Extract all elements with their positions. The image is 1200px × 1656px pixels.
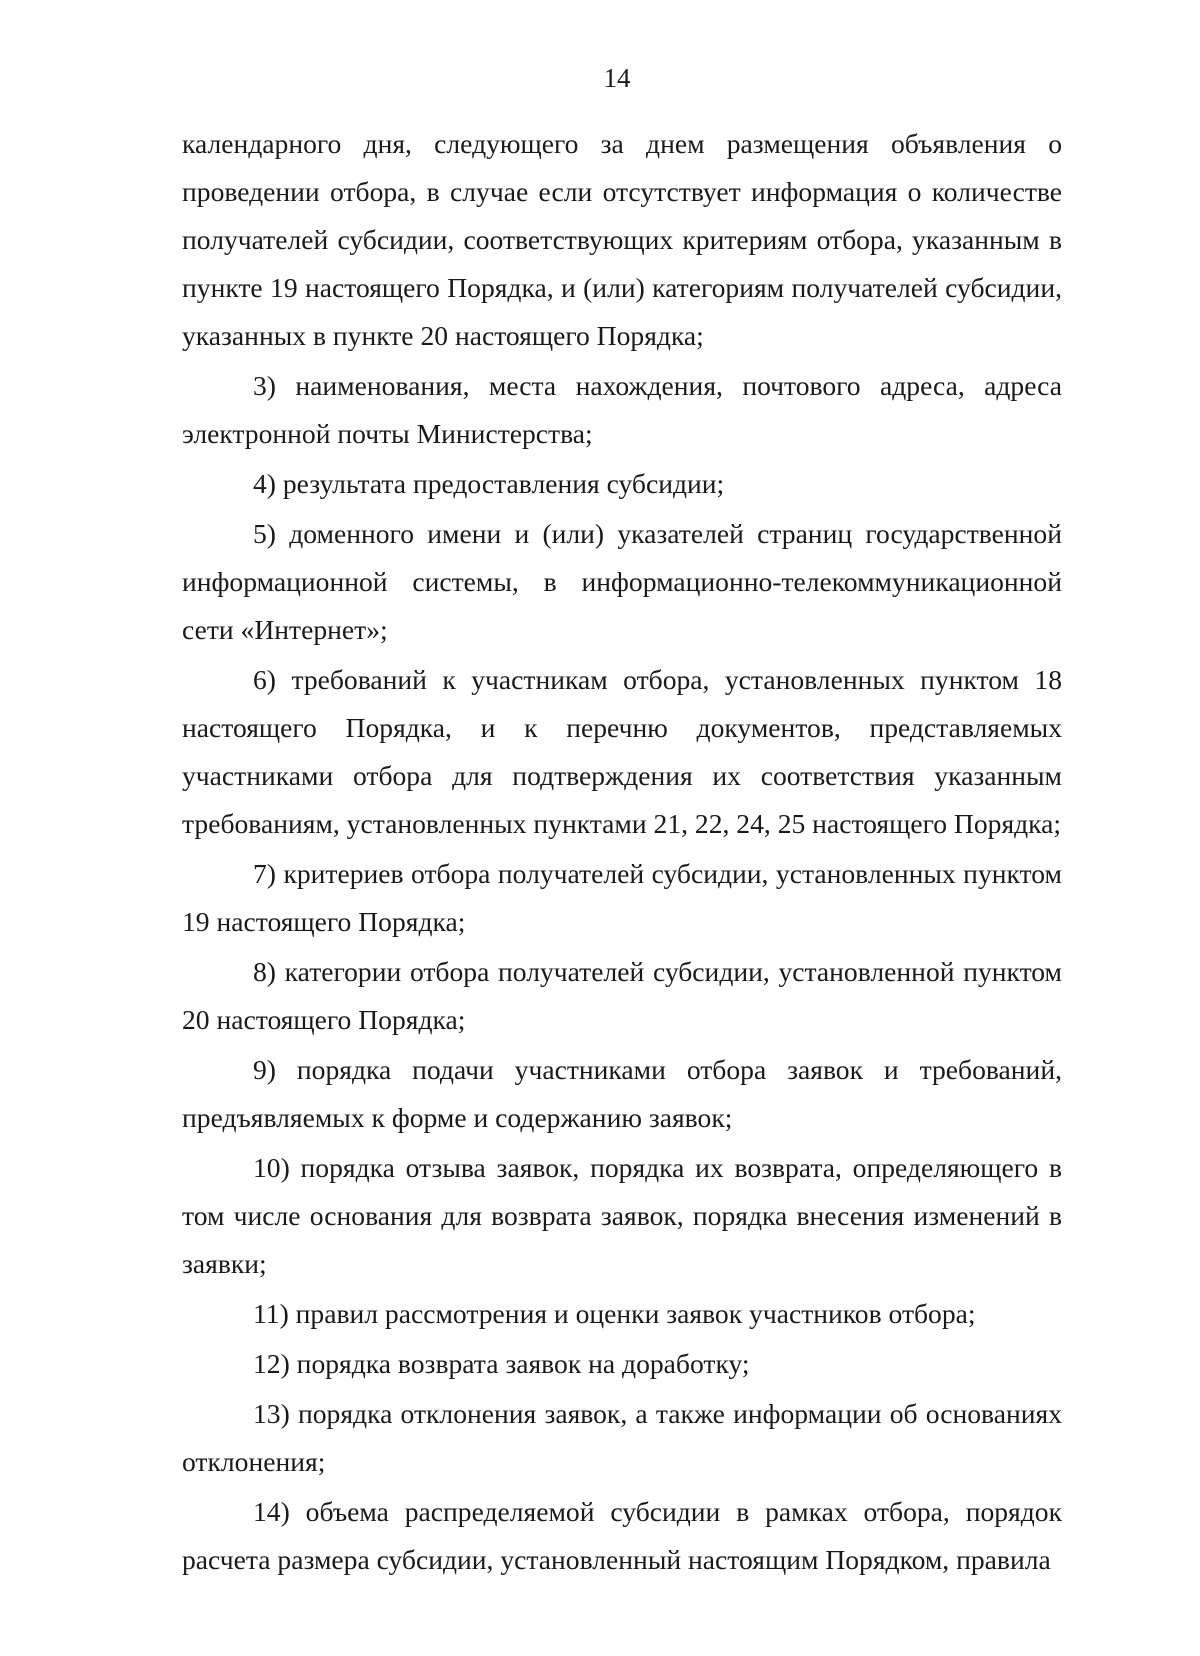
list-item-13: 13) порядка отклонения заявок, а также информации об основаниях отклонения;	[182, 1398, 1062, 1477]
list-item-9: 9) порядка подачи участниками отбора заявок и требований, предъявляемых к форме и содержанию заявок;	[182, 1054, 1062, 1133]
list-item-8: 8) категории отбора получателей субсидии, установленной пунктом 20 настоящего Порядка;	[182, 956, 1062, 1035]
paragraph-continuation: календарного дня, следующего за днем размещения объявления о проведении отбора, в случае если отсутствует информация о количестве получателей субсидии, соответствующих критериям отбора, указанным в пункте 19 настоящего Порядка, и (или) категориям получателей субсидии, указанных в пункте 20 настоящего Порядка;	[182, 128, 1062, 351]
list-item-12: 12) порядка возврата заявок на доработку;	[253, 1348, 750, 1379]
page-number: 14	[603, 63, 631, 93]
list-item-7: 7) критериев отбора получателей субсидии, установленных пунктом 19 настоящего Порядка;	[182, 858, 1062, 937]
list-item-4: 4) результата предоставления субсидии;	[253, 468, 725, 499]
list-item-11: 11) правил рассмотрения и оценки заявок участников отбора;	[253, 1298, 976, 1329]
list-item-10: 10) порядка отзыва заявок, порядка их возврата, определяющего в том числе основания для возврата заявок, порядка внесения изменений в заявки;	[182, 1152, 1062, 1279]
list-item-14: 14) объема распределяемой субсидии в рамках отбора, порядок расчета размера субсидии, установленный настоящим Порядком, правила	[182, 1496, 1062, 1575]
list-item-5: 5) доменного имени и (или) указателей страниц государственной информационной системы, в информационно-телекоммуникационной сети «Интернет»;	[182, 518, 1062, 645]
list-item-6: 6) требований к участникам отбора, установленных пунктом 18 настоящего Порядка, и к перечню документов, представляемых участниками отбора для подтверждения их соответствия указанным требованиям, установленных пунктами 21, 22, 24, 25 настоящего Порядка;	[182, 664, 1062, 839]
document-body	[182, 120, 1062, 1584]
list-item-3: 3) наименования, места нахождения, почтового адреса, адреса электронной почты Министерства;	[182, 370, 1062, 449]
